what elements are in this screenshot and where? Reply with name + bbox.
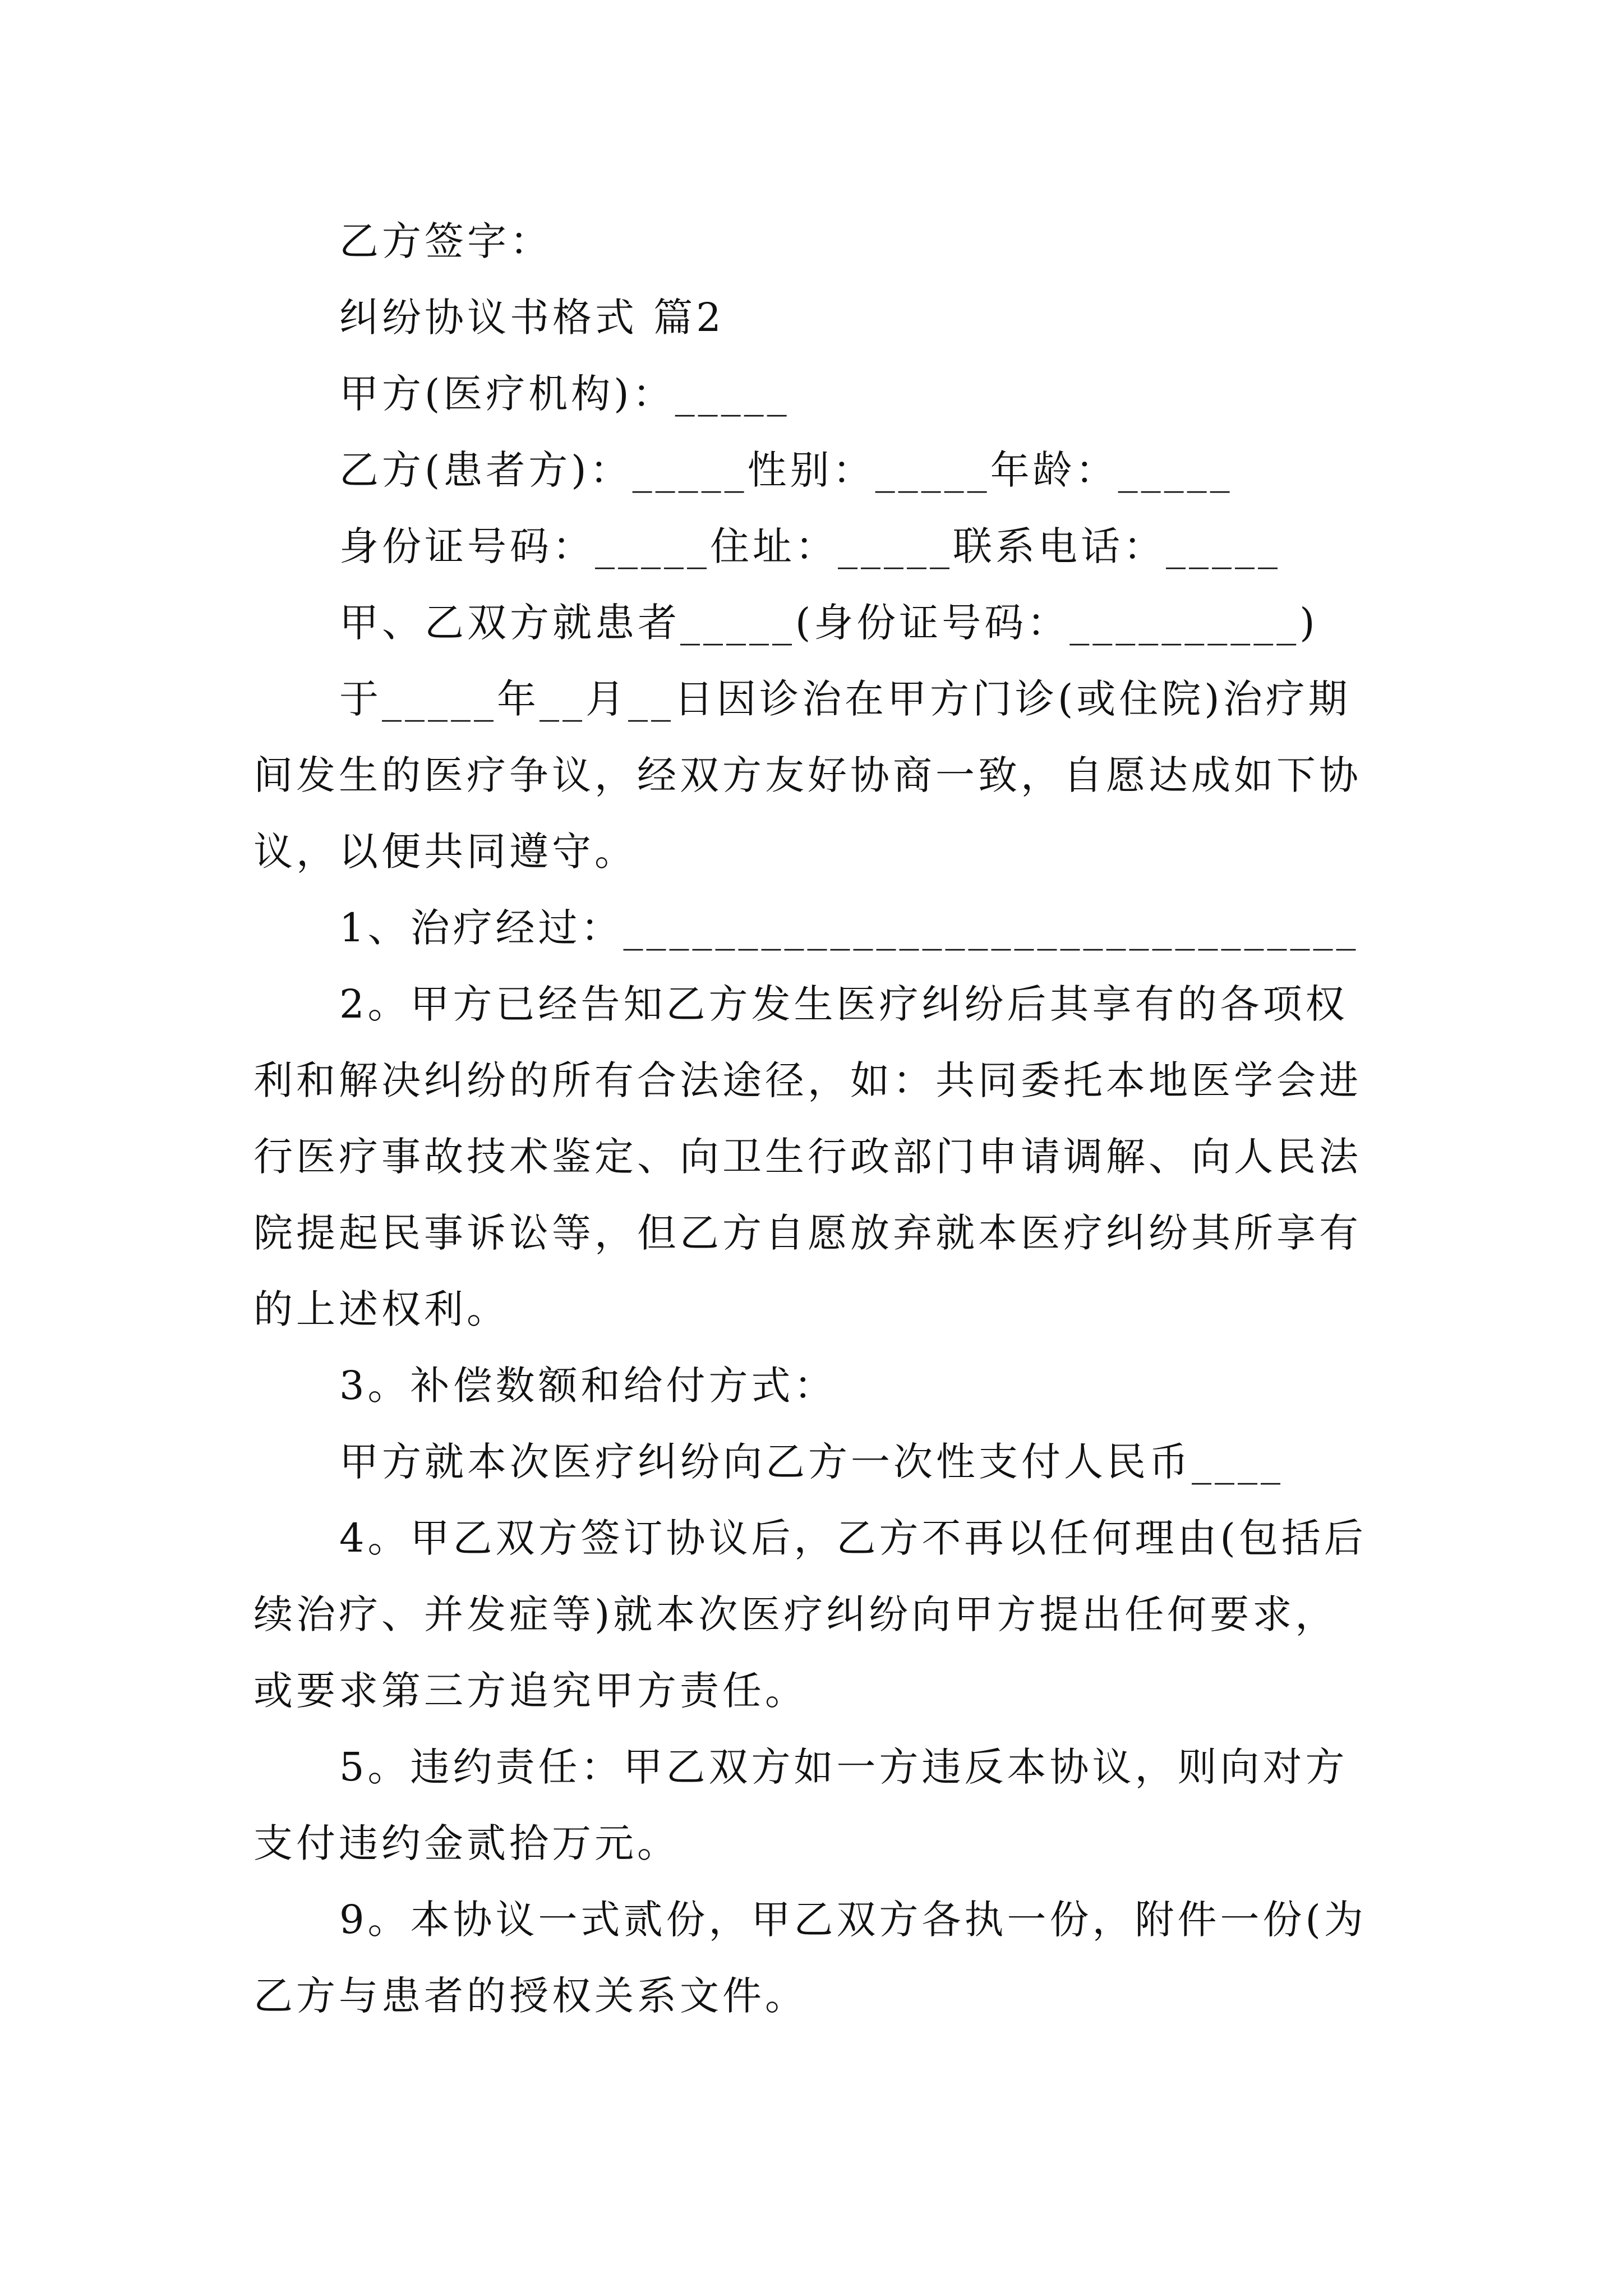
id-address-phone-line: 身份证号码：_____住址：_____联系电话：_____: [339, 523, 1281, 569]
section-heading: 纠纷协议书格式 篇2: [339, 295, 725, 341]
clause-1-line: 1、治疗经过：________________________________: [339, 905, 1359, 951]
party-a-line: 甲方(医疗机构)：_____: [339, 371, 790, 417]
patient-line: 甲、乙双方就患者_____(身份证号码：__________): [339, 600, 1318, 646]
clause-3-line: 3。补偿数额和给付方式：: [339, 1363, 837, 1409]
paragraph-line: 于_____年__月__日因诊治在甲方门诊(或住院)治疗期: [339, 676, 1351, 722]
paragraph-line: 院提起民事诉讼等，但乙方自愿放弃就本医疗纠纷其所享有: [253, 1210, 1362, 1256]
paragraph-line: 或要求第三方追究甲方责任。: [253, 1668, 808, 1714]
paragraph-line: 续治疗、并发症等)就本次医疗纠纷向甲方提出任何要求，: [253, 1591, 1338, 1637]
paragraph-line: 间发生的医疗争议，经双方友好协商一致，自愿达成如下协: [253, 752, 1362, 798]
paragraph-line: 乙方与患者的授权关系文件。: [253, 1973, 808, 2019]
paragraph-line: 行医疗事故技术鉴定、向卫生行政部门申请调解、向人民法: [253, 1134, 1362, 1180]
paragraph-line: 利和解决纠纷的所有合法途径，如：共同委托本地医学会进: [253, 1057, 1362, 1103]
clause-9-line: 9。本协议一式贰份，甲乙双方各执一份，附件一份(为: [339, 1897, 1367, 1943]
paragraph-line: 议，以便共同遵守。: [253, 829, 637, 875]
paragraph-line: 的上述权利。: [253, 1286, 509, 1332]
paragraph-line: 支付违约金贰拾万元。: [253, 1820, 680, 1866]
clause-4-line: 4。甲乙双方签订协议后，乙方不再以任何理由(包括后: [339, 1515, 1367, 1561]
clause-2-line: 2。甲方已经告知乙方发生医疗纠纷后其享有的各项权: [339, 981, 1348, 1027]
party-b-signature-line: 乙方签字：: [339, 218, 552, 264]
party-b-line: 乙方(患者方)：_____性别：_____年龄：_____: [339, 447, 1233, 493]
clause-5-line: 5。违约责任：甲乙双方如一方违反本协议，则向对方: [339, 1744, 1348, 1790]
payment-line: 甲方就本次医疗纠纷向乙方一次性支付人民币____: [339, 1439, 1284, 1485]
